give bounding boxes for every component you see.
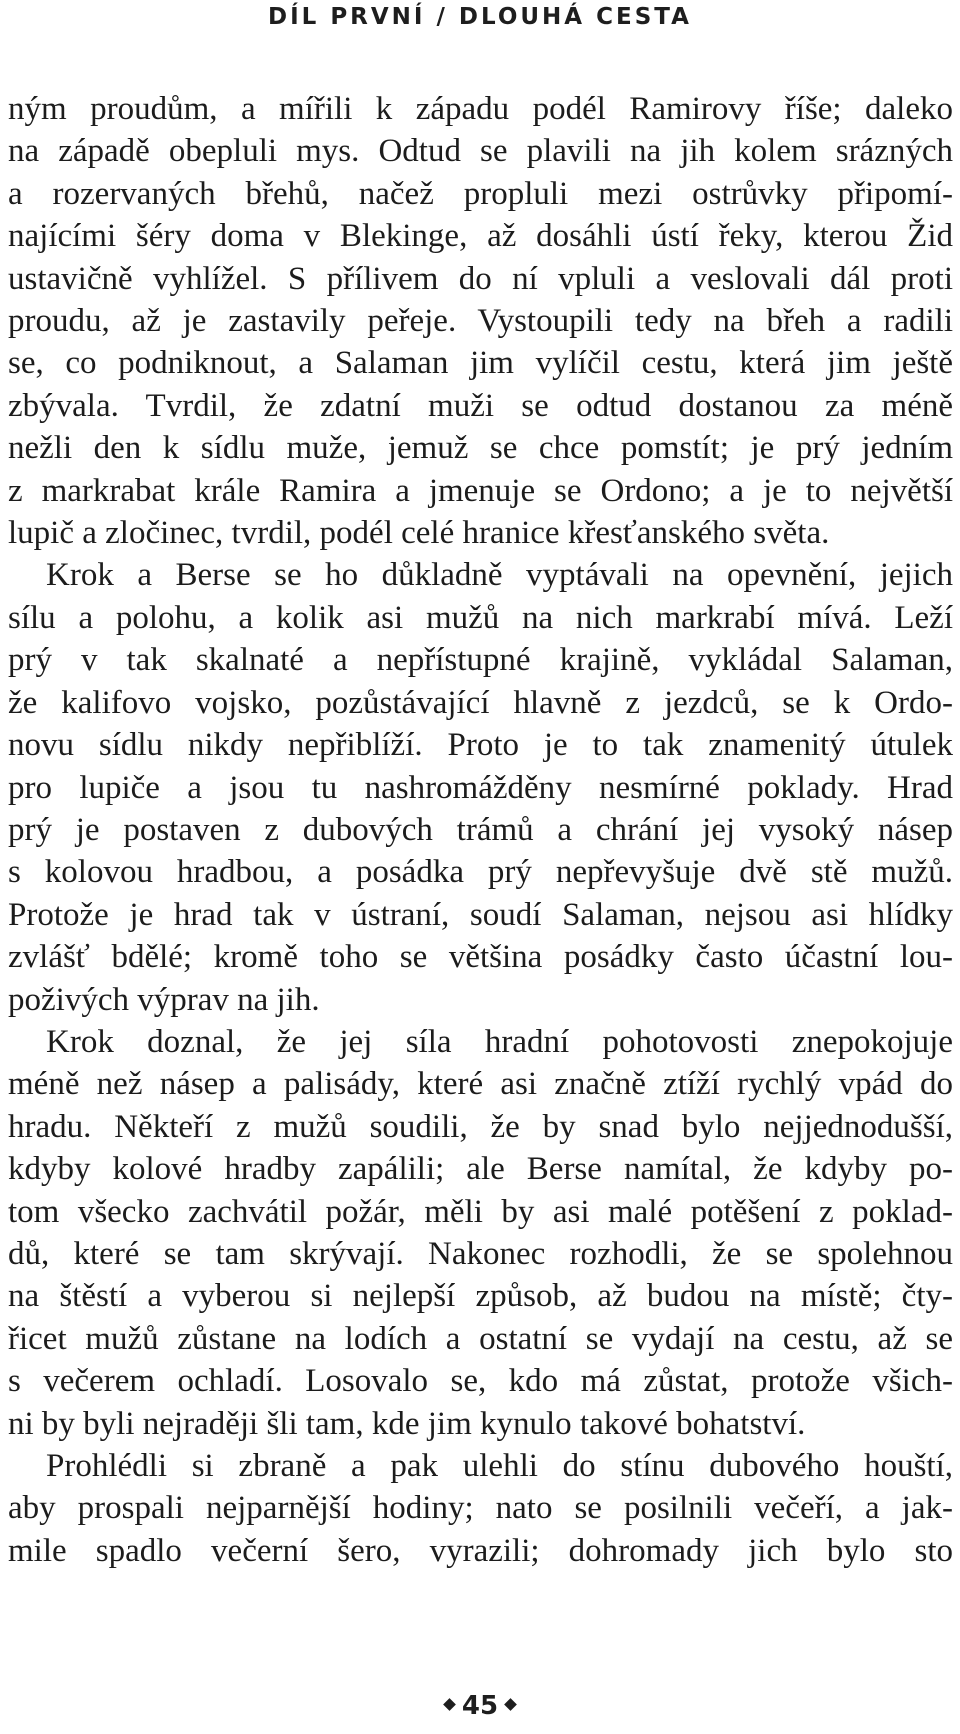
text-line: aby prospali nejparnější hodiny; nato se posilnili večeří, a jak- [8,1490,953,1527]
diamond-ornament-icon [443,1698,456,1711]
text-line: ni by byli nejraději šli tam, kde jim kynulo takové bohatství. [8,1405,806,1442]
text-line: poživých výprav na jih. [8,981,320,1018]
text-line: zbývala. Tvrdil, že zdatní muži se odtud dostanou za méně [8,387,953,424]
text-line: na západě obepluli mys. Odtud se plavili na jih kolem srázných [8,133,953,170]
text-line: dů, které se tam skrývají. Nakonec rozhodli, že se spolehnou [8,1235,953,1272]
text-line: pro lupiče a jsou tu nashromážděny nesmírné poklady. Hrad [8,769,953,806]
text-line: tom všecko zachvátil požár, měli by asi malé potěšení z poklad- [8,1193,953,1230]
text-line: méně než násep a palisády, které asi značně ztíží rychlý vpád do [8,1066,953,1103]
text-line: Krok doznal, že jej síla hradní pohotovosti znepokojuje [46,1023,953,1060]
text-line: Krok a Berse se ho důkladně vyptávali na opevnění, jejich [46,557,953,594]
text-line: na štěstí a vyberou si nejlepší způsob, až budou na místě; čty- [8,1278,953,1315]
running-head: DÍL PRVNÍ / DLOUHÁ CESTA [268,4,692,30]
page-number-footer [0,1691,960,1721]
text-line: najícími šéry doma v Blekinge, až dosáhli ústí řeky, kterou Žid [8,218,953,255]
text-line: se, co podniknout, a Salaman jim vylíčil cestu, která jim ještě [8,345,953,382]
text-line: zvlášť bdělé; kromě toho se většina posádky často účastní lou- [8,939,953,976]
text-line: a rozervaných břehů, načež propluli mezi ostrůvky připomí- [8,175,953,212]
text-line: s večerem ochladí. Losovalo se, kdo má zůstat, protože všich- [8,1363,953,1400]
text-line: že kalifovo vojsko, pozůstávající hlavně z jezdců, se k Ordo- [8,684,953,721]
text-line: Protože je hrad tak v ústraní, soudí Salaman, nejsou asi hlídky [8,896,953,933]
diamond-ornament-icon [504,1698,517,1711]
text-line: kdyby kolové hradby zapálili; ale Berse namítal, že kdyby po- [8,1151,953,1188]
text-line: novu sídlu nikdy nepřiblíží. Proto je to tak znamenitý útulek [8,727,953,764]
text-line: hradu. Někteří z mužů soudili, že by snad bylo nejjednodušší, [8,1108,953,1145]
text-line: mile spadlo večerní šero, vyrazili; dohromady jich bylo sto [8,1532,953,1569]
text-line: prý je postaven z dubových trámů a chrání jej vysoký násep [8,811,953,848]
text-line: proudu, až je zastavily peřeje. Vystoupili tedy na břeh a radili [8,303,953,340]
text-line: lupič a zločinec, tvrdil, podél celé hranice křesťanského světa. [8,515,830,552]
text-line: nežli den k sídlu muže, jemuž se chce pomstít; je prý jedním [8,430,953,467]
text-line: sílu a polohu, a kolik asi mužů na nich markrabí mívá. Leží [8,599,953,636]
text-line: řicet mužů zůstane na lodích a ostatní se vydají na cestu, až se [8,1320,953,1357]
text-line: ným proudům, a mířili k západu podél Ramirovy říše; daleko [8,91,953,127]
text-line: ustavičně vyhlížel. S přílivem do ní vpluli a veslovali dál proti [8,260,953,297]
text-line: s kolovou hradbou, a posádka prý nepřevyšuje dvě stě mužů. [8,854,953,891]
text-line: z markrabat krále Ramira a jmenuje se Ordono; a je to největší [8,472,953,509]
text-line: prý v tak skalnaté a nepřístupné krajině, vykládal Salaman, [8,642,953,679]
page-number: 45 [461,1691,499,1721]
page-body [8,88,953,1572]
text-line: Prohlédli si zbraně a pak ulehli do stínu dubového houští, [46,1448,953,1484]
